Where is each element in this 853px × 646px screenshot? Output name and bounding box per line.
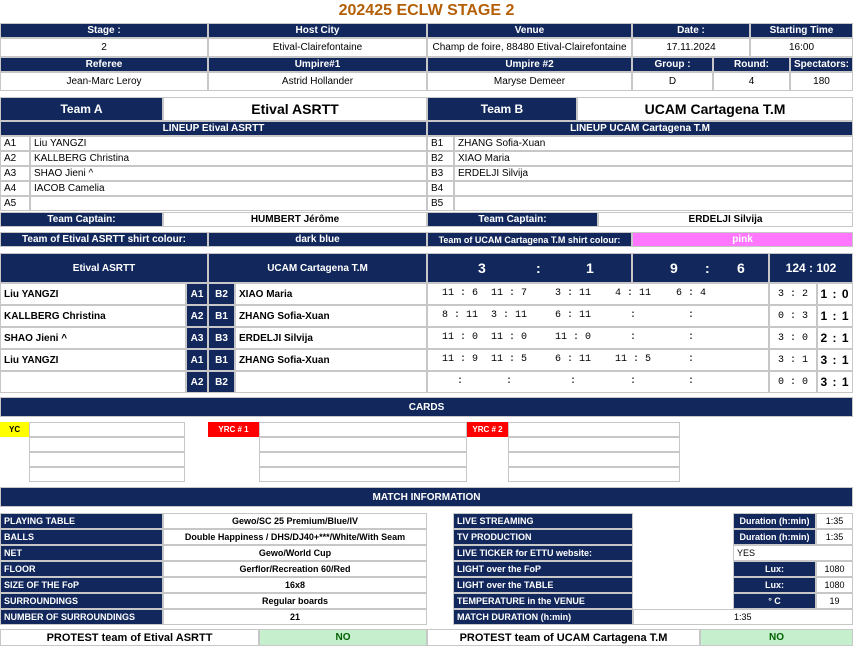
match-code-a: A1	[186, 349, 208, 371]
game-score: 4 : 11	[614, 288, 651, 299]
info-label: FLOOR	[0, 561, 163, 577]
card-entry-cell	[259, 422, 467, 437]
page-title: 202425 ECLW STAGE 2	[338, 2, 515, 19]
captain-a-value: HUMBERT Jérôme	[163, 212, 427, 227]
match-cumulative-score: 1 : 1	[817, 305, 853, 327]
info-unit: Duration (h:min)	[733, 513, 816, 529]
match-player-a: Liu YANGZI	[0, 283, 186, 305]
info-label: LIVE STREAMING	[453, 513, 633, 529]
team-b-name: UCAM Cartagena T.M	[577, 97, 853, 121]
match-code-b: B1	[208, 349, 235, 371]
lineup-a-code: A5	[0, 196, 30, 211]
lineup-b-code: B3	[427, 166, 454, 181]
match-player-b: XIAO Maria	[235, 283, 427, 305]
game-score: :	[629, 332, 636, 343]
info-value: 1:35	[816, 513, 853, 529]
info-label: LIVE TICKER for ETTU website:	[453, 545, 633, 561]
stage-value: 2	[0, 38, 208, 57]
lineup-a-code: A2	[0, 151, 30, 166]
match-player-a: Liu YANGZI	[0, 349, 186, 371]
game-score: :	[687, 354, 694, 365]
referee-label: Referee	[0, 57, 208, 72]
referee-value: Jean-Marc Leroy	[0, 72, 208, 91]
info-value: 21	[163, 609, 427, 625]
match-cumulative-score: 3 : 1	[817, 371, 853, 393]
info-value: YES	[733, 545, 853, 561]
protest-a-label: PROTEST team of Etival ASRTT	[0, 629, 259, 646]
matches-sep: :	[536, 260, 541, 276]
match-code-b: B3	[208, 327, 235, 349]
team-a-name: Etival ASRTT	[163, 97, 427, 121]
card-entry-cell	[259, 452, 467, 467]
match-sets: 0 : 3	[769, 305, 817, 327]
match-player-a: KALLBERG Christina	[0, 305, 186, 327]
umpire1-label: Umpire#1	[208, 57, 427, 72]
info-value: 1080	[816, 577, 853, 593]
shirt-a-label: Team of Etival ASRTT shirt colour:	[0, 232, 208, 247]
game-score: 11 : 0	[490, 332, 527, 343]
game-score: 8 : 11	[441, 310, 478, 321]
group-value: D	[632, 72, 713, 91]
games-a: 9	[670, 260, 678, 276]
venue-value: Champ de foire, 88480 Etival-Clairefontaine	[427, 38, 632, 57]
umpire2-value: Maryse Demeer	[427, 72, 632, 91]
game-score: 11 : 6	[441, 288, 478, 299]
lineup-a-code: A1	[0, 136, 30, 151]
game-score: 6 : 11	[554, 354, 591, 365]
stage-label: Stage :	[0, 23, 208, 38]
info-value: 1:35	[633, 609, 853, 625]
info-value: 19	[816, 593, 853, 609]
lineup-a-player: SHAO Jieni ^	[30, 166, 427, 181]
info-label: TV PRODUCTION	[453, 529, 633, 545]
lineup-b-player: ZHANG Sofia-Xuan	[454, 136, 853, 151]
game-score: 3 : 11	[554, 288, 591, 299]
protest-b-value: NO	[700, 629, 853, 646]
match-player-a: SHAO Jieni ^	[0, 327, 186, 349]
lineup-a-code: A4	[0, 181, 30, 196]
info-value: Gewo/SC 25 Premium/Blue/IV	[163, 513, 427, 529]
games-sep: :	[705, 260, 710, 276]
match-games	[427, 371, 769, 393]
info-label: LIGHT over the TABLE	[453, 577, 633, 593]
game-score: 11 : 5	[490, 354, 527, 365]
lineup-b-code: B1	[427, 136, 454, 151]
info-value: 1:35	[816, 529, 853, 545]
date-value: 17.11.2024	[632, 38, 750, 57]
match-code-b: B1	[208, 305, 235, 327]
card-entry-cell	[29, 452, 185, 467]
match-player-b	[235, 371, 427, 393]
games-score	[632, 253, 769, 283]
games-b: 6	[737, 260, 745, 276]
match-games	[427, 305, 769, 327]
info-label: MATCH DURATION (h:min)	[453, 609, 633, 625]
card-entry-cell	[508, 467, 680, 482]
match-player-b: ZHANG Sofia-Xuan	[235, 305, 427, 327]
match-code-a: A2	[186, 305, 208, 327]
table-row	[0, 283, 853, 305]
protest-b-label: PROTEST team of UCAM Cartagena T.M	[427, 629, 700, 646]
yrc1-badge: YRC # 1	[208, 422, 259, 437]
captain-b-value: ERDELJI Silvija	[598, 212, 853, 227]
lineup-b-code: B4	[427, 181, 454, 196]
info-label: SIZE OF THE FoP	[0, 577, 163, 593]
card-entry-cell	[508, 437, 680, 452]
shirt-b-value: pink	[632, 232, 853, 247]
match-code-b: B2	[208, 371, 235, 393]
table-row	[0, 305, 853, 327]
game-score: 11 : 7	[490, 288, 527, 299]
match-sets: 3 : 1	[769, 349, 817, 371]
info-unit: Lux:	[733, 577, 816, 593]
match-sets: 0 : 0	[769, 371, 817, 393]
round-label: Round:	[713, 57, 790, 72]
match-cumulative-score: 3 : 1	[817, 349, 853, 371]
match-cumulative-score: 1 : 0	[817, 283, 853, 305]
info-label: LIGHT over the FoP	[453, 561, 633, 577]
shirt-a-value: dark blue	[208, 232, 427, 247]
game-score: :	[629, 376, 636, 387]
team-b-label: Team B	[427, 97, 577, 121]
team-a-label: Team A	[0, 97, 163, 121]
game-score: :	[505, 376, 512, 387]
matches-b: 1	[586, 260, 594, 276]
starting-time-label: Starting Time	[750, 23, 853, 38]
result-team-a: Etival ASRTT	[0, 253, 208, 283]
match-code-a: A2	[186, 371, 208, 393]
shirt-b-label: Team of UCAM Cartagena T.M shirt colour:	[427, 232, 632, 247]
lineup-a-player: IACOB Camelia	[30, 181, 427, 196]
spectators-label: Spectators:	[790, 57, 853, 72]
game-score: :	[687, 310, 694, 321]
match-games	[427, 283, 769, 305]
matches-a: 3	[478, 260, 486, 276]
card-entry-cell	[29, 437, 185, 452]
card-entry-cell	[29, 422, 185, 437]
info-label: SURROUNDINGS	[0, 593, 163, 609]
cards-title: CARDS	[0, 397, 853, 417]
match-player-b: ZHANG Sofia-Xuan	[235, 349, 427, 371]
host-city-value: Etival-Clairefontaine	[208, 38, 427, 57]
info-value: Gewo/World Cup	[163, 545, 427, 561]
game-score: 11 : 9	[441, 354, 478, 365]
umpire2-label: Umpire #2	[427, 57, 632, 72]
match-sets: 3 : 0	[769, 327, 817, 349]
game-score: :	[569, 376, 576, 387]
lineup-b-player: XIAO Maria	[454, 151, 853, 166]
lineup-a-title: LINEUP Etival ASRTT	[0, 121, 427, 136]
matches-score	[427, 253, 632, 283]
game-score: 6 : 4	[675, 288, 706, 299]
umpire1-value: Astrid Hollander	[208, 72, 427, 91]
card-entry-cell	[259, 437, 467, 452]
game-score: :	[687, 332, 694, 343]
captain-a-label: Team Captain:	[0, 212, 163, 227]
game-score: :	[629, 310, 636, 321]
lineup-b-player: ERDELJI Silvija	[454, 166, 853, 181]
match-player-b: ERDELJI Silvija	[235, 327, 427, 349]
result-team-b: UCAM Cartagena T.M	[208, 253, 427, 283]
info-label: PLAYING TABLE	[0, 513, 163, 529]
lineup-a-player: Liu YANGZI	[30, 136, 427, 151]
card-entry-cell	[259, 467, 467, 482]
match-player-a	[0, 371, 186, 393]
date-label: Date :	[632, 23, 750, 38]
captain-b-label: Team Captain:	[427, 212, 598, 227]
yrc2-badge: YRC # 2	[467, 422, 508, 437]
game-score: 11 : 0	[554, 332, 591, 343]
lineup-b-player	[454, 196, 853, 211]
match-games	[427, 349, 769, 371]
protest-a-value: NO	[259, 629, 427, 646]
game-score: 6 : 11	[554, 310, 591, 321]
lineup-b-code: B5	[427, 196, 454, 211]
table-row	[0, 349, 853, 371]
lineup-a-code: A3	[0, 166, 30, 181]
table-row	[0, 371, 853, 393]
points-score: 124 : 102	[769, 253, 853, 283]
info-label: TEMPERATURE in the VENUE	[453, 593, 633, 609]
venue-label: Venue	[427, 23, 632, 38]
yc-badge: YC	[0, 422, 29, 437]
match-games	[427, 327, 769, 349]
game-score: 3 : 11	[490, 310, 527, 321]
info-value: Double Happiness / DHS/DJ40+***/White/With Seam	[163, 529, 427, 545]
round-value: 4	[713, 72, 790, 91]
card-entry-cell	[508, 422, 680, 437]
game-score: :	[456, 376, 463, 387]
lineup-b-code: B2	[427, 151, 454, 166]
game-score: 11 : 0	[441, 332, 478, 343]
info-value: Regular boards	[163, 593, 427, 609]
info-unit: ° C	[733, 593, 816, 609]
table-row	[0, 327, 853, 349]
game-score: 11 : 5	[614, 354, 651, 365]
card-entry-cell	[29, 467, 185, 482]
info-value: 1080	[816, 561, 853, 577]
match-code-a: A1	[186, 283, 208, 305]
group-label: Group :	[632, 57, 713, 72]
match-code-b: B2	[208, 283, 235, 305]
info-label: NET	[0, 545, 163, 561]
lineup-b-player	[454, 181, 853, 196]
match-code-a: A3	[186, 327, 208, 349]
lineup-a-player	[30, 196, 427, 211]
host-city-label: Host City	[208, 23, 427, 38]
spectators-value: 180	[790, 72, 853, 91]
match-cumulative-score: 2 : 1	[817, 327, 853, 349]
match-info-title: MATCH INFORMATION	[0, 487, 853, 507]
info-unit: Duration (h:min)	[733, 529, 816, 545]
starting-time-value: 16:00	[750, 38, 853, 57]
info-label: BALLS	[0, 529, 163, 545]
card-entry-cell	[508, 452, 680, 467]
match-sets: 3 : 2	[769, 283, 817, 305]
info-value: 16x8	[163, 577, 427, 593]
game-score: :	[687, 376, 694, 387]
info-label: NUMBER OF SURROUNDINGS	[0, 609, 163, 625]
info-value: Gerflor/Recreation 60/Red	[163, 561, 427, 577]
lineup-a-player: KALLBERG Christina	[30, 151, 427, 166]
info-unit: Lux:	[733, 561, 816, 577]
lineup-b-title: LINEUP UCAM Cartagena T.M	[427, 121, 853, 136]
